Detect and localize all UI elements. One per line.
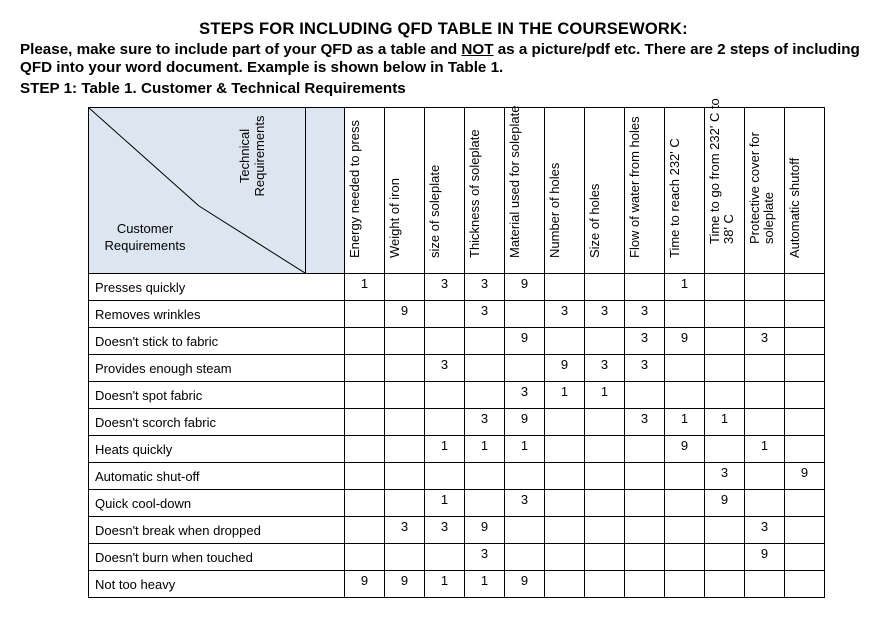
customer-requirement-cell: Presses quickly	[89, 274, 345, 301]
relationship-cell	[425, 544, 465, 571]
step-caption: STEP 1: Table 1. Customer & Technical Requirements	[20, 80, 406, 97]
page-title: STEPS FOR INCLUDING QFD TABLE IN THE COURSEWORK:	[199, 20, 688, 38]
tech-requirement-label: Number of holes	[547, 162, 562, 258]
relationship-cell: 9	[505, 571, 545, 598]
customer-requirement-cell: Not too heavy	[89, 571, 345, 598]
relationship-cell	[425, 301, 465, 328]
relationship-cell	[705, 274, 745, 301]
relationship-cell	[625, 517, 665, 544]
relationship-cell: 1	[585, 382, 625, 409]
relationship-cell	[785, 355, 825, 382]
relationship-cell	[785, 490, 825, 517]
relationship-cell	[785, 382, 825, 409]
relationship-cell	[465, 463, 505, 490]
relationship-cell: 9	[505, 409, 545, 436]
relationship-cell	[545, 436, 585, 463]
qfd-table	[88, 98, 825, 598]
intro-paragraph	[20, 41, 870, 76]
customer-requirement-cell: Removes wrinkles	[89, 301, 345, 328]
table-row	[89, 301, 825, 328]
relationship-cell	[385, 274, 425, 301]
relationship-cell: 1	[345, 274, 385, 301]
relationship-cell: 3	[385, 517, 425, 544]
relationship-cell	[465, 490, 505, 517]
tech-requirement-header	[505, 105, 545, 274]
relationship-cell	[425, 409, 465, 436]
relationship-cell	[745, 490, 785, 517]
relationship-cell	[705, 355, 745, 382]
relationship-cell	[345, 517, 385, 544]
relationship-cell	[345, 382, 385, 409]
tech-requirement-header	[545, 108, 585, 274]
relationship-cell	[745, 463, 785, 490]
relationship-cell: 3	[585, 301, 625, 328]
customer-requirement-cell: Doesn't spot fabric	[89, 382, 345, 409]
relationship-cell	[625, 436, 665, 463]
relationship-cell	[785, 571, 825, 598]
relationship-cell	[425, 328, 465, 355]
tech-requirement-label: Energy needed to press	[347, 119, 362, 258]
relationship-cell	[545, 517, 585, 544]
relationship-cell	[545, 544, 585, 571]
relationship-cell: 9	[545, 355, 585, 382]
technical-requirements-label	[237, 106, 267, 206]
relationship-cell	[505, 463, 545, 490]
relationship-cell	[385, 544, 425, 571]
corner-cell	[89, 108, 306, 274]
customer-requirements-label	[95, 220, 195, 254]
relationship-cell: 3	[465, 409, 505, 436]
relationship-cell	[345, 436, 385, 463]
relationship-cell	[785, 409, 825, 436]
tech-requirement-label: Flow of water from holes	[627, 116, 642, 258]
relationship-cell	[585, 463, 625, 490]
relationship-cell: 3	[745, 517, 785, 544]
relationship-cell	[785, 274, 825, 301]
relationship-cell	[585, 490, 625, 517]
customer-label-line2: Requirements	[104, 238, 186, 253]
tech-requirement-header	[465, 108, 505, 274]
relationship-cell	[425, 382, 465, 409]
relationship-cell: 3	[625, 328, 665, 355]
relationship-cell	[665, 382, 705, 409]
tech-requirement-label: Time to reach 232' C	[667, 138, 682, 258]
relationship-cell	[625, 544, 665, 571]
tech-requirement-label: Automatic shutoff	[787, 157, 802, 258]
relationship-cell: 9	[705, 490, 745, 517]
tech-requirement-label: Material used for soleplate	[507, 105, 522, 258]
relationship-cell: 3	[425, 517, 465, 544]
technical-label-line1: Technical	[237, 128, 252, 184]
relationship-cell	[545, 490, 585, 517]
table-row	[89, 436, 825, 463]
relationship-cell	[385, 328, 425, 355]
tech-requirement-header	[745, 108, 785, 274]
tech-requirement-label: size of soleplate	[427, 164, 442, 258]
relationship-cell	[625, 490, 665, 517]
relationship-cell: 3	[465, 301, 505, 328]
relationship-cell	[465, 355, 505, 382]
relationship-cell: 1	[465, 436, 505, 463]
relationship-cell	[425, 463, 465, 490]
relationship-cell: 9	[385, 301, 425, 328]
relationship-cell	[785, 517, 825, 544]
tech-requirement-header	[665, 108, 705, 274]
table-row	[89, 517, 825, 544]
relationship-cell	[545, 571, 585, 598]
blank-header-cell	[306, 108, 345, 274]
relationship-cell	[625, 382, 665, 409]
tech-requirement-header	[585, 108, 625, 274]
relationship-cell: 3	[545, 301, 585, 328]
tech-requirement-header	[345, 108, 385, 274]
tech-requirement-label: Protective cover for soleplate	[747, 132, 776, 244]
relationship-cell: 9	[665, 328, 705, 355]
relationship-cell	[585, 571, 625, 598]
relationship-cell: 1	[465, 571, 505, 598]
relationship-cell	[465, 382, 505, 409]
relationship-cell	[585, 409, 625, 436]
relationship-cell: 1	[505, 436, 545, 463]
relationship-cell: 1	[705, 409, 745, 436]
relationship-cell	[545, 463, 585, 490]
relationship-cell	[665, 490, 705, 517]
relationship-cell	[785, 328, 825, 355]
relationship-cell	[745, 355, 785, 382]
relationship-cell	[385, 463, 425, 490]
customer-requirement-cell: Doesn't burn when touched	[89, 544, 345, 571]
relationship-cell	[705, 436, 745, 463]
customer-requirement-cell: Automatic shut-off	[89, 463, 345, 490]
relationship-cell: 1	[425, 436, 465, 463]
relationship-cell: 3	[505, 382, 545, 409]
relationship-cell: 3	[585, 355, 625, 382]
table-row	[89, 355, 825, 382]
relationship-cell	[665, 301, 705, 328]
header-row	[89, 108, 825, 274]
tech-requirement-header	[385, 108, 425, 274]
relationship-cell: 9	[505, 328, 545, 355]
relationship-cell	[665, 463, 705, 490]
relationship-cell	[705, 382, 745, 409]
tech-requirement-header	[425, 108, 465, 274]
relationship-cell	[345, 490, 385, 517]
table-row	[89, 571, 825, 598]
tech-requirement-header	[705, 98, 745, 274]
relationship-cell	[705, 328, 745, 355]
relationship-cell	[705, 301, 745, 328]
relationship-cell: 1	[665, 409, 705, 436]
customer-requirement-cell: Doesn't break when dropped	[89, 517, 345, 544]
tech-requirement-label: Thickness of soleplate	[467, 129, 482, 258]
relationship-cell	[505, 544, 545, 571]
qfd-body	[89, 274, 825, 598]
relationship-cell	[585, 436, 625, 463]
relationship-cell: 3	[465, 544, 505, 571]
relationship-cell	[505, 517, 545, 544]
relationship-cell: 3	[425, 355, 465, 382]
relationship-cell: 3	[425, 274, 465, 301]
tech-requirement-header	[625, 108, 665, 274]
relationship-cell	[505, 355, 545, 382]
customer-label-line1: Customer	[116, 221, 174, 236]
relationship-cell	[665, 571, 705, 598]
table-row	[89, 409, 825, 436]
relationship-cell	[785, 301, 825, 328]
relationship-cell	[625, 463, 665, 490]
intro-not-emphasis: NOT	[461, 41, 494, 58]
relationship-cell: 3	[465, 274, 505, 301]
relationship-cell	[345, 544, 385, 571]
relationship-cell: 3	[625, 409, 665, 436]
table-row	[89, 328, 825, 355]
relationship-cell	[705, 544, 745, 571]
table-row	[89, 274, 825, 301]
relationship-cell: 1	[425, 490, 465, 517]
table-row	[89, 544, 825, 571]
table-row	[89, 463, 825, 490]
customer-requirement-cell: Provides enough steam	[89, 355, 345, 382]
relationship-cell	[465, 328, 505, 355]
relationship-cell	[785, 436, 825, 463]
customer-requirement-cell: Doesn't scorch fabric	[89, 409, 345, 436]
relationship-cell: 9	[345, 571, 385, 598]
tech-requirement-label: Weight of iron	[387, 178, 402, 258]
customer-requirement-cell: Quick cool-down	[89, 490, 345, 517]
relationship-cell	[545, 328, 585, 355]
relationship-cell	[505, 301, 545, 328]
relationship-cell	[665, 355, 705, 382]
relationship-cell	[585, 328, 625, 355]
relationship-cell: 3	[625, 355, 665, 382]
technical-label-line2: Requirements	[252, 115, 267, 197]
relationship-cell	[385, 436, 425, 463]
relationship-cell	[345, 328, 385, 355]
table-row	[89, 382, 825, 409]
relationship-cell: 3	[625, 301, 665, 328]
relationship-cell: 3	[505, 490, 545, 517]
relationship-cell	[385, 409, 425, 436]
intro-text-start: Please, make sure to include part of your QFD as a table and	[20, 41, 462, 58]
relationship-cell	[625, 571, 665, 598]
relationship-cell	[785, 544, 825, 571]
relationship-cell	[745, 382, 785, 409]
relationship-cell: 1	[665, 274, 705, 301]
relationship-cell: 3	[705, 463, 745, 490]
relationship-cell	[345, 463, 385, 490]
customer-requirement-cell: Doesn't stick to fabric	[89, 328, 345, 355]
relationship-cell	[745, 274, 785, 301]
tech-requirement-label: Size of holes	[587, 183, 602, 258]
relationship-cell	[665, 544, 705, 571]
relationship-cell: 1	[425, 571, 465, 598]
relationship-cell	[745, 409, 785, 436]
table-row	[89, 490, 825, 517]
tech-requirement-header	[785, 108, 825, 274]
relationship-cell	[705, 517, 745, 544]
relationship-cell	[745, 301, 785, 328]
relationship-cell: 9	[505, 274, 545, 301]
relationship-cell	[385, 490, 425, 517]
relationship-cell: 9	[665, 436, 705, 463]
relationship-cell: 9	[385, 571, 425, 598]
relationship-cell: 9	[465, 517, 505, 544]
relationship-cell: 1	[745, 436, 785, 463]
tech-requirement-label: Time to go from 232' C to 38' C	[707, 98, 736, 244]
relationship-cell	[625, 274, 665, 301]
relationship-cell: 9	[785, 463, 825, 490]
relationship-cell	[345, 301, 385, 328]
relationship-cell	[385, 382, 425, 409]
intro-text-end: as a picture/pdf etc. There are 2 steps of including QFD into your word document. Example is shown below in Table 1.	[20, 41, 860, 76]
relationship-cell: 1	[545, 382, 585, 409]
relationship-cell	[585, 544, 625, 571]
relationship-cell	[545, 274, 585, 301]
relationship-cell	[745, 571, 785, 598]
relationship-cell	[545, 409, 585, 436]
relationship-cell	[585, 517, 625, 544]
relationship-cell	[345, 409, 385, 436]
relationship-cell	[585, 274, 625, 301]
relationship-cell	[705, 571, 745, 598]
relationship-cell: 3	[745, 328, 785, 355]
relationship-cell: 9	[745, 544, 785, 571]
customer-requirement-cell: Heats quickly	[89, 436, 345, 463]
relationship-cell	[345, 355, 385, 382]
relationship-cell	[665, 517, 705, 544]
relationship-cell	[385, 355, 425, 382]
